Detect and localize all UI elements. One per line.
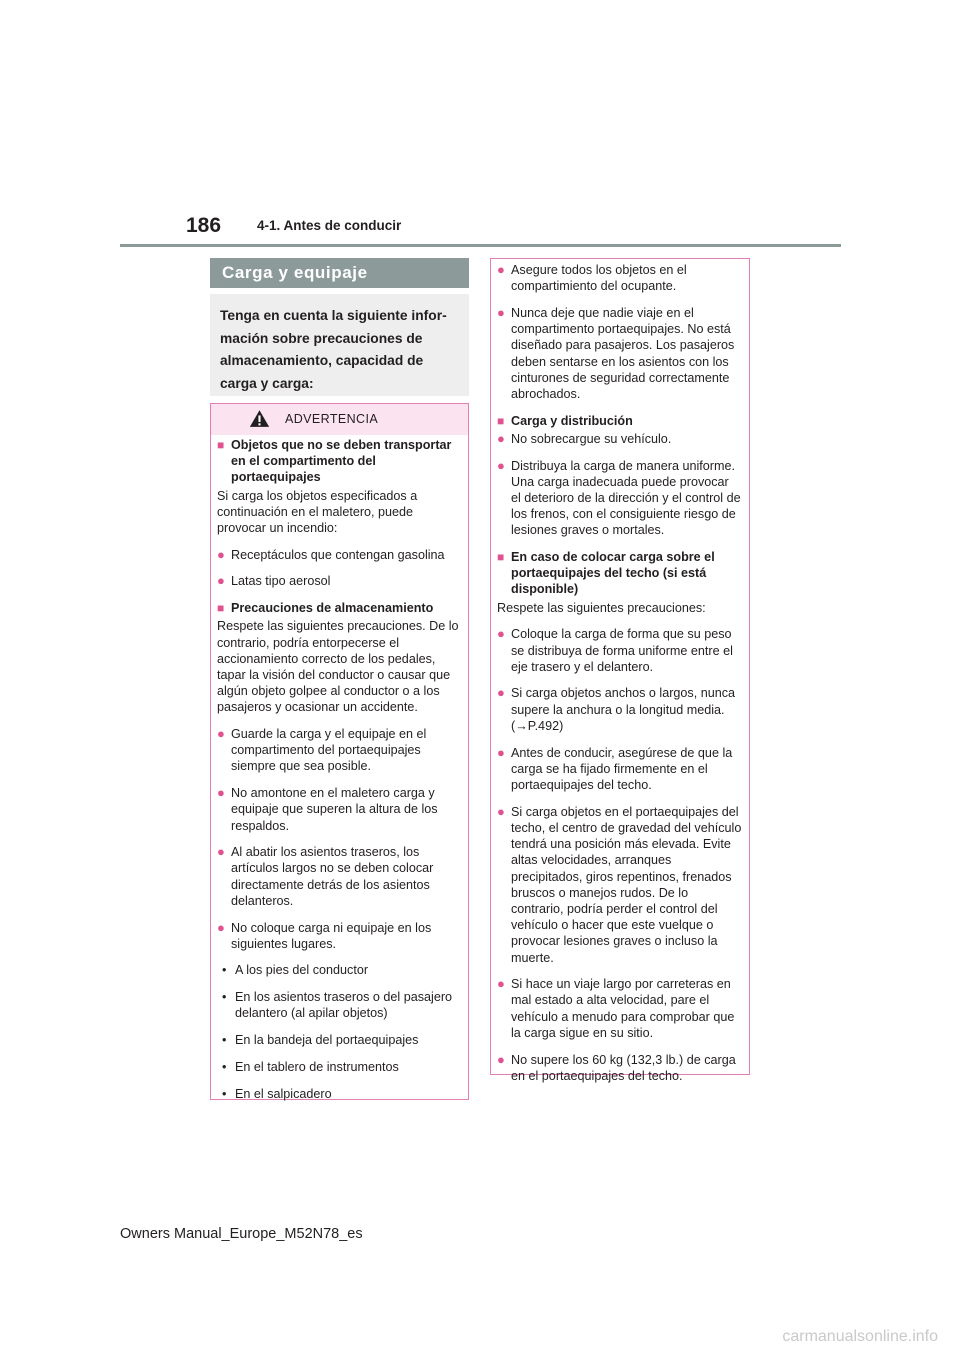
item-text: En caso de colocar carga sobre el portaequipajes del techo (si está disponible) <box>511 550 715 597</box>
small-bullet-icon: • <box>222 963 227 978</box>
item-text: En el salpicadero <box>235 1086 332 1101</box>
intro-line: carga y carga: <box>220 375 314 391</box>
list-item <box>497 976 742 1041</box>
item-text: Nunca deje que nadie viaje en el compartimento portaequipajes. No está diseñado para pasajeros. Los pasajeros deben sentarse en los asientos con los cinturones de seguridad correctamente abrochados. <box>511 305 735 401</box>
warning-label: ADVERTENCIA <box>285 412 379 426</box>
dot-bullet-icon: ● <box>497 976 505 992</box>
section-heading <box>217 437 461 486</box>
dot-bullet-icon: ● <box>497 744 505 760</box>
list-item <box>497 262 742 294</box>
item-text: En la bandeja del portaequipajes <box>235 1033 419 1048</box>
sub-list-item <box>217 962 461 978</box>
intro-box <box>210 294 469 396</box>
item-text: No supere los 60 kg (132,3 lb.) de carga en el portaequipajes del techo. <box>511 1052 736 1083</box>
item-text: Al abatir los asientos traseros, los artículos largos no se deben colocar directamente detrás de los asientos delanteros. <box>231 845 434 908</box>
section-title: Carga y equipaje <box>210 258 469 288</box>
item-text: Objetos que no se deben transportar en el compartimento del portaequipajes <box>231 438 452 485</box>
watermark: carmanualsonline.info <box>782 1328 938 1345</box>
item-text: Si carga objetos anchos o largos, nunca supere la anchura o la longitud media. (→P.492) <box>511 686 736 733</box>
footer: Owners Manual_Europe_M52N78_es <box>120 1226 363 1242</box>
sub-list-item <box>217 989 461 1021</box>
warning-box-continued <box>490 258 750 1083</box>
square-bullet-icon: ■ <box>497 413 505 428</box>
header-rule <box>120 244 841 247</box>
item-text: Distribuya la carga de manera uniforme. Una carga inadecuada puede provocar el deterioro de la dirección y el control de los frenos, con el consiguiente riesgo de lesiones graves o mortales. <box>511 458 741 538</box>
item-text: Receptáculos que contengan gasolina <box>231 547 445 562</box>
item-text: En el tablero de instrumentos <box>235 1059 399 1074</box>
item-text: Antes de conducir, asegúrese de que la carga se ha fijado firmemente en el portaequipajes del techo. <box>511 745 733 792</box>
sub-list-item <box>217 1086 461 1102</box>
list-item <box>217 844 461 909</box>
dot-bullet-icon: ● <box>217 546 225 562</box>
item-text: Latas tipo aerosol <box>231 574 331 589</box>
list-item <box>497 305 742 402</box>
list-item <box>497 745 742 794</box>
dot-bullet-icon: ● <box>497 457 505 473</box>
section-heading <box>497 413 742 429</box>
item-text: A los pies del conductor <box>235 963 369 978</box>
small-bullet-icon: • <box>222 990 227 1005</box>
item-text: En los asientos traseros o del pasajero delantero (al apilar objetos) <box>235 990 453 1021</box>
item-text: No amontone en el maletero carga y equipaje que superen la altura de los respaldos. <box>231 786 438 833</box>
section-heading <box>497 549 742 598</box>
page-number: 186 <box>186 214 222 237</box>
item-text: Carga y distribución <box>511 413 633 428</box>
dot-bullet-icon: ● <box>217 726 225 742</box>
list-item <box>497 804 742 966</box>
sub-list-item <box>217 1032 461 1048</box>
paragraph: Respete las siguientes precauciones. De lo contrario, podría entorpecerse el accionamiento correcto de los pedales, tapar la visión del conductor o causar que algún objeto golpee al conductor o a los pasajeros y ocasionar un accidente. <box>217 619 459 715</box>
dot-bullet-icon: ● <box>217 919 225 935</box>
intro-line: almacenamiento, capacidad de <box>220 353 424 368</box>
square-bullet-icon: ■ <box>217 438 225 452</box>
paragraph: Si carga los objetos especificados a continuación en el maletero, puede provocar un incendio: <box>217 488 418 536</box>
paragraph: Respete las siguientes precauciones: <box>497 600 706 615</box>
square-bullet-icon: ■ <box>497 550 505 565</box>
warning-header <box>211 404 468 435</box>
section-heading <box>217 600 461 616</box>
warning-content-right <box>491 259 749 1084</box>
small-bullet-icon: • <box>222 1033 227 1048</box>
item-text: Coloque la carga de forma que su peso se distribuya de forma uniforme entre el eje trasero y el delantero. <box>511 627 733 674</box>
dot-bullet-icon: ● <box>217 573 225 589</box>
dot-bullet-icon: ● <box>497 304 505 320</box>
list-item <box>497 1052 742 1084</box>
warning-content-left <box>211 435 468 1102</box>
dot-bullet-icon: ● <box>497 626 505 642</box>
item-text: No coloque carga ni equipaje en los siguientes lugares. <box>231 920 432 951</box>
dot-bullet-icon: ● <box>497 430 505 446</box>
item-text: Asegure todos los objetos en el compartimiento del ocupante. <box>511 263 687 294</box>
item-text: Guarde la carga y el equipaje en el compartimento del portaequipajes siempre que sea posible. <box>231 727 427 774</box>
small-bullet-icon: • <box>222 1086 227 1101</box>
intro-line: Tenga en cuenta la siguiente infor- <box>220 308 447 323</box>
sub-list-item <box>217 1059 461 1075</box>
square-bullet-icon: ■ <box>217 601 225 616</box>
list-item <box>217 573 461 589</box>
list-item <box>217 726 461 775</box>
dot-bullet-icon: ● <box>217 785 225 801</box>
warning-box <box>210 403 469 1100</box>
item-text: Si carga objetos en el portaequipajes del techo, el centro de gravedad del vehículo tendrá una posición más elevada. Evite altas velocidades, arranques precipitados, giros repentinos, frenados bruscos o manejos rudos. De lo contrario, podría perder el control del vehículo o hacer que este vuelque o provocar lesiones graves o incluso la muerte. <box>511 804 742 965</box>
list-item <box>217 785 461 834</box>
list-item <box>497 685 742 734</box>
list-item <box>497 431 742 447</box>
item-text: Precauciones de almacenamiento <box>231 601 434 616</box>
warning-triangle-icon <box>249 409 270 428</box>
intro-line: mación sobre precauciones de <box>220 330 423 346</box>
list-item <box>497 458 742 539</box>
list-item <box>497 626 742 675</box>
list-item <box>217 547 461 563</box>
running-head: 4-1. Antes de conducir <box>257 218 402 233</box>
dot-bullet-icon: ● <box>497 1051 505 1067</box>
item-text: No sobrecargue su vehículo. <box>511 431 672 446</box>
dot-bullet-icon: ● <box>497 803 505 819</box>
list-item <box>217 920 461 952</box>
dot-bullet-icon: ● <box>497 685 505 701</box>
dot-bullet-icon: ● <box>217 844 225 860</box>
item-text: Si hace un viaje largo por carreteras en mal estado a alta velocidad, pare el vehículo a menudo para comprobar que la carga sigue en su sitio. <box>511 977 735 1040</box>
dot-bullet-icon: ● <box>497 262 505 277</box>
small-bullet-icon: • <box>222 1059 227 1074</box>
